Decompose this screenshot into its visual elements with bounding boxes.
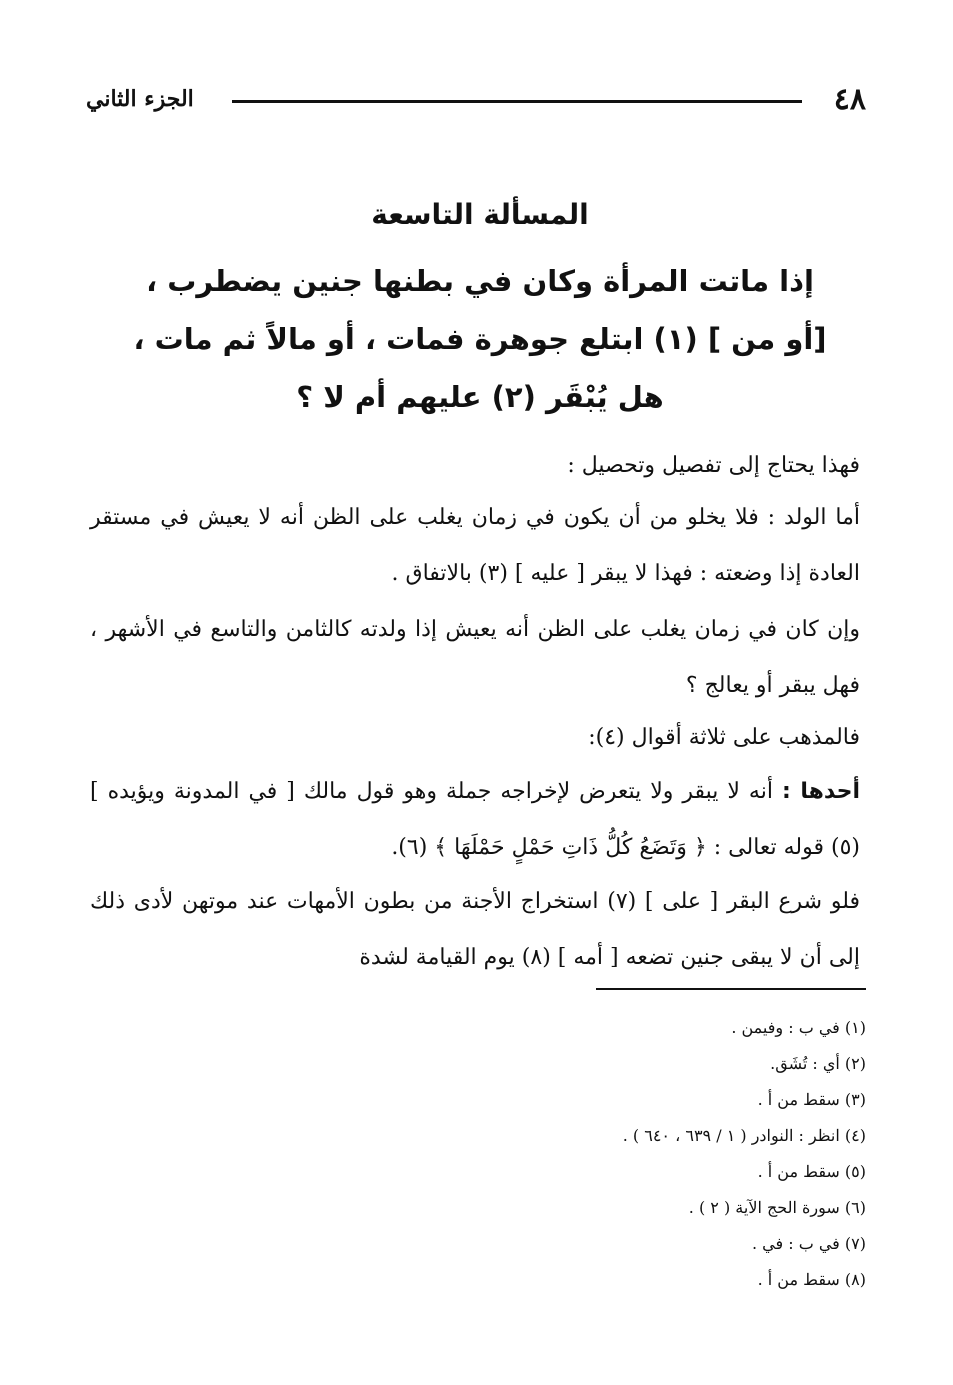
paragraph-text: أما الولد : فلا يخلو من أن يكون في زمان يغلب على الظن أنه لا يعيش في مستقر العادة إذا وضعته : فهذا لا يبقر [ عليه ] (٣) بالاتفاق . — [90, 505, 860, 586]
footnote-1: (١) في ب : وفيمن . — [731, 1018, 866, 1037]
header-rule — [232, 100, 802, 103]
footnote-2: (٢) أي : تُشَق. — [770, 1054, 866, 1073]
paragraph-text: فلو شرع البقر [ على ] (٧) استخراج الأجنة من بطون الأمهات عند موتهن لأدى ذلك إلى أن لا يبقى جنين تضعه [ أمه ] (٨) يوم القيامة لشدة — [90, 889, 860, 970]
paragraph-5 — [90, 764, 860, 876]
page-number: ٤٨ — [833, 82, 866, 117]
paragraph-lead: أحدها : — [781, 779, 861, 804]
paragraph-3 — [90, 602, 860, 714]
paragraph-text: فهذا يحتاج إلى تفصيل وتحصيل : — [567, 453, 860, 478]
question-line-3: هل يُبْقَر (٢) عليهم أم لا ؟ — [296, 380, 664, 414]
paragraph-text: فالمذهب على ثلاثة أقوال (٤): — [588, 725, 860, 750]
question-line-1: إذا ماتت المرأة وكان في بطنها جنين يضطرب ، — [146, 264, 814, 298]
paragraph-body: أنه لا يبقر ولا يتعرض لإخراجه جملة وهو قول مالك [ في المدونة ويؤيده ] (٥) قوله تعالى : ﴿ وَتَضَعُ كُلُّ ذَاتِ حَمْلٍ حَمْلَهَا ﴾ (٦). — [90, 779, 860, 860]
paragraph-2 — [90, 490, 860, 602]
paragraph-4 — [90, 710, 860, 766]
paragraph-text: وإن كان في زمان يغلب على الظن أنه يعيش إذا ولدته كالثامن والتاسع في الأشهر ، فهل يبقر أو يعالج ؟ — [90, 617, 860, 698]
footnote-8: (٨) سقط من أ . — [757, 1270, 866, 1289]
running-header — [86, 82, 866, 122]
footnotes — [400, 1010, 866, 1298]
footnote-7: (٧) في ب : في . — [751, 1234, 866, 1253]
footnote-rule — [596, 988, 866, 990]
question-title: المسألة التاسعة — [371, 198, 589, 231]
question-line-2: [أو من ] (١) ابتلع جوهرة فمات ، أو مالاً ثم مات ، — [133, 322, 827, 356]
footnote-5: (٥) سقط من أ . — [757, 1162, 866, 1181]
footnote-3: (٣) سقط من أ . — [757, 1090, 866, 1109]
footnote-4: (٤) انظر : النوادر ( ١ / ٦٣٩ ، ٦٤٠ ) . — [622, 1126, 866, 1145]
footnote-6: (٦) سورة الحج الآية ( ٢ ) . — [688, 1198, 866, 1217]
paragraph-1 — [90, 438, 860, 494]
paragraph-text — [90, 764, 860, 876]
part-title: الجزء الثاني — [86, 86, 194, 112]
paragraph-6 — [90, 874, 860, 986]
